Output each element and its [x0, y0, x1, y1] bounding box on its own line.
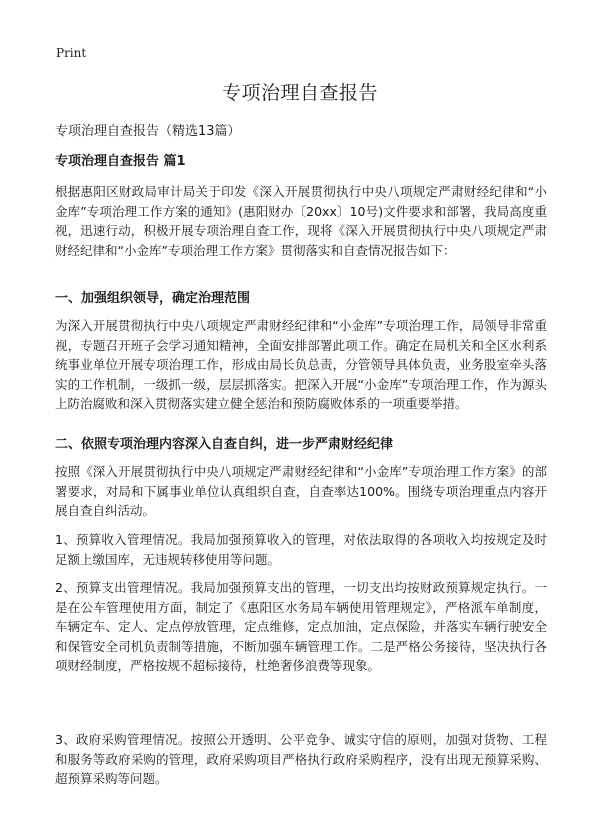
list-item-procurement: 3、政府采购管理情况。按照公开透明、公平竞争、诚实守信的原则，加强对货物、工程和服务等政府采购的管理，政府采购项目严格执行政府采购程序，没有出现无预算采购、超预算采购等问题。	[55, 732, 547, 786]
article-heading: 专项治理自查报告 篇1	[55, 154, 186, 169]
document-subtitle: 专项治理自查报告（精选13篇）	[55, 124, 241, 139]
section2-paragraph: 按照《深入开展贯彻执行中央八项规定严肃财经纪律和“小金库”专项治理工作方案》的部署要求，对局和下属事业单位认真组织自查，自查率达100%。围绕专项治理重点内容开展自查自纠活动。	[55, 464, 547, 518]
intro-paragraph: 根据惠阳区财政局审计局关于印发《深入开展贯彻执行中央八项规定严肃财经纪律和“小金库”专项治理工作方案的通知》(惠阳财办〔20xx〕10号)文件要求和部署，我局高度重视，迅速行动，积极开展专项治理自查工作，现将《深入开展贯彻执行中央八项规定严肃财经纪律和“小金库”专项治理工作方案》贯彻落实和自查情况报告如下：	[55, 184, 547, 258]
section1-paragraph: 为深入开展贯彻执行中央八项规定严肃财经纪律和“小金库”专项治理工作，局领导非常重视，专题召开班子会学习通知精神，全面安排部署此项工作。确定在局机关和全区水利系统事业单位开展专项治理工作，形成由局长负总责，分管领导具体负责，业务股室牵头落实的工作机制，一级抓一级，层层抓落实。把深入开展“小金库”专项治理工作，作为源头上防治腐败和深入贯彻落实建立健全惩治和预防腐败体系的一项重要举措。	[55, 318, 547, 411]
section1-heading: 一、加强组织领导，确定治理范围	[55, 291, 251, 306]
page-title: 专项治理自查报告	[221, 82, 378, 104]
list-item-budget-income: 1、预算收入管理情况。我局加强预算收入的管理，对依法取得的各项收入均按规定及时足额上缴国库，无违规转移使用等问题。	[55, 532, 547, 567]
list-item-budget-expense: 2、预算支出管理情况。我局加强预算支出的管理，一切支出均按财政预算规定执行。一是在公车管理使用方面，制定了《惠阳区水务局车辆使用管理规定》，严格派车单制度，车辆定车、定人、定点停放管理，定点维修，定点加油，定点保险，并落实车辆行驶安全和保管安全司机负责制等措施，不断加强车辆管理工作。二是严格公务接待，坚决执行各项财经制度，严格按规不超标接待，杜绝奢侈浪费等现象。	[55, 580, 547, 673]
print-link[interactable]: Print	[56, 46, 87, 60]
section2-heading: 二、依照专项治理内容深入自查自纠，进一步严肃财经纪律	[55, 437, 394, 452]
